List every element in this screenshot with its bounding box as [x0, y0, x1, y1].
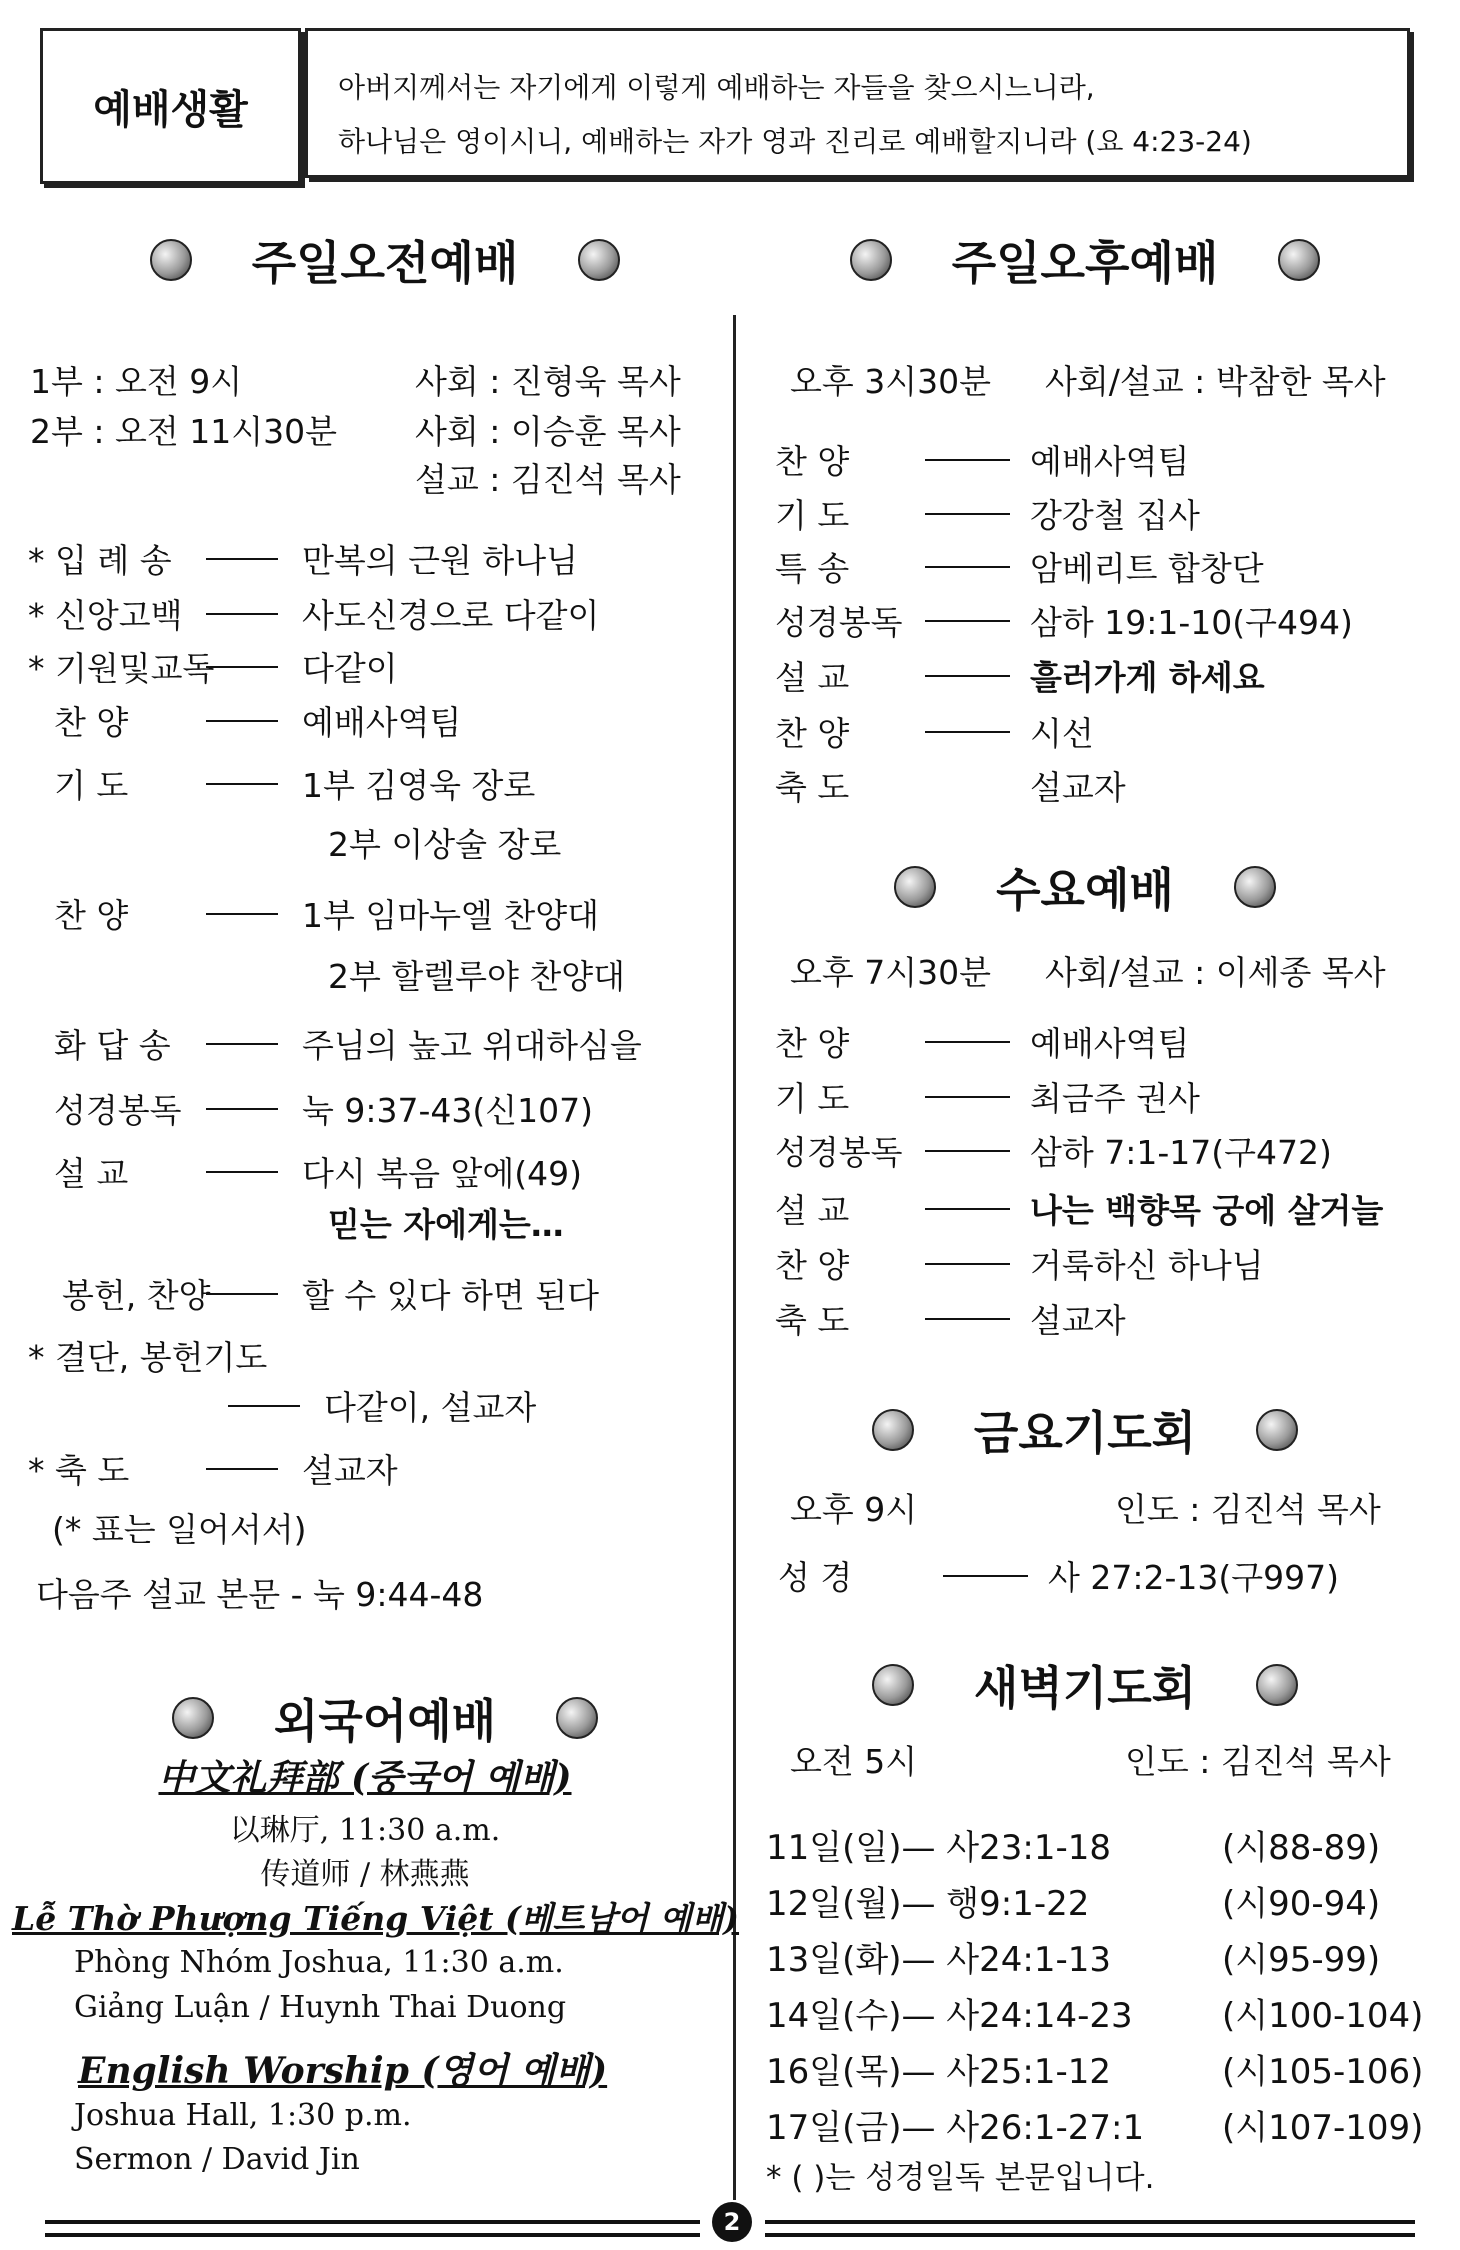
bullet-ball-icon: [1256, 1409, 1298, 1451]
schedule-row: 17일(금)— 사26:1-27:1: [766, 2108, 1145, 2148]
friday-title: 금요기도회: [973, 1406, 1197, 1460]
decision-label: * 결단, 봉헌기도: [28, 1338, 268, 1377]
section-label: 예배생활: [40, 28, 301, 184]
order-item: 찬 양 시선: [775, 714, 1094, 753]
footer-rule-right: [765, 2220, 1415, 2237]
sermon-title: 나는 백향목 궁에 살거늘: [1030, 1191, 1384, 1230]
order-item: 특 송 암베리트 합창단: [775, 549, 1264, 588]
friday-leader: 인도 : 김진석 목사: [1115, 1490, 1381, 1529]
chinese-title: 中文礼拜部 (중국어 예배): [158, 1757, 572, 1799]
bullet-ball-icon: [1256, 1664, 1298, 1706]
order-item: 성경봉독 삼하 19:1-10(구494): [775, 603, 1353, 642]
schedule-psalm: (시90-94): [1222, 1884, 1381, 1924]
order-item: 축 도 설교자: [775, 1301, 1126, 1340]
sunday-am-preacher: 설교 : 김진석 목사: [415, 460, 681, 499]
bullet-ball-icon: [150, 239, 192, 281]
foreign-heading: [40, 1683, 730, 1753]
schedule-psalm: (시105-106): [1222, 2052, 1424, 2092]
bullet-ball-icon: [850, 239, 892, 281]
wednesday-time: 오후 7시30분: [790, 953, 991, 992]
order-item: 화 답 송 주님의 높고 위대하심을: [54, 1026, 642, 1065]
chinese-line-2: 传道师 / 林燕燕: [260, 1857, 470, 1892]
order-item: * 기원및교독 다같이: [28, 649, 398, 688]
next-week-text: 다음주 설교 본문 - 눅 9:44-48: [36, 1575, 484, 1614]
order-item: 찬 양 예배사역팀: [775, 442, 1190, 481]
order-item: 기 도 강강철 집사: [775, 496, 1200, 535]
dawn-title: 새벽기도회: [973, 1661, 1197, 1715]
wednesday-host: 사회/설교 : 이세종 목사: [1045, 953, 1386, 992]
order-item: 기 도 1부 김영욱 장로: [54, 766, 536, 805]
service1-host: 사회 : 진형욱 목사: [415, 362, 681, 401]
standing-note: (* 표는 일어서서): [52, 1510, 307, 1549]
english-line-1: Joshua Hall, 1:30 p.m.: [74, 2098, 412, 2133]
dawn-time: 오전 5시: [790, 1742, 918, 1781]
order-item: 찬 양 거룩하신 하나님: [775, 1246, 1264, 1285]
footer-rule-left: [45, 2220, 700, 2237]
schedule-row: 14일(수)— 사24:14-23: [766, 1996, 1133, 2036]
order-item: 설 교 나는 백향목 궁에 살거늘: [775, 1185, 1383, 1232]
chinese-worship: [0, 1750, 730, 1893]
vietnamese-line-1: Phòng Nhóm Joshua, 11:30 a.m.: [74, 1945, 564, 1980]
schedule-psalm: (시95-99): [1222, 1940, 1381, 1980]
sunday-am-title: 주일오전예배: [251, 236, 519, 290]
quote-line-2: 하나님은 영이시니, 예배하는 자가 영과 진리로 예배할지니라 (요 4:23-24): [338, 125, 1252, 158]
chinese-line-1: 以琳厅, 11:30 a.m.: [229, 1813, 501, 1848]
page-number: 2: [712, 2202, 752, 2242]
scripture-quote: [305, 28, 1410, 178]
schedule-psalm: (시100-104): [1222, 1996, 1424, 2036]
order-item: 찬 양 예배사역팀: [775, 1024, 1190, 1063]
schedule-row: 13일(화)— 사24:1-13: [766, 1940, 1112, 1980]
order-item: 설 교 다시 복음 앞에(49): [54, 1154, 582, 1193]
quote-line-1: 아버지께서는 자기에게 이렇게 예배하는 자들을 찾으시느니라,: [338, 71, 1095, 104]
bullet-ball-icon: [872, 1409, 914, 1451]
sunday-pm-time: 오후 3시30분: [790, 362, 991, 401]
order-item: 성경봉독 눅 9:37-43(신107): [54, 1091, 593, 1130]
order-item-continued: 2부 이상술 장로: [328, 825, 562, 864]
order-item-continued: 2부 할렐루야 찬양대: [328, 957, 625, 996]
service2-host: 사회 : 이승훈 목사: [415, 412, 681, 451]
sunday-pm-title: 주일오후예배: [951, 236, 1219, 290]
friday-time: 오후 9시: [790, 1490, 918, 1529]
sunday-pm-heading: [740, 225, 1430, 295]
friday-scripture: 성 경 사 27:2-13(구997): [778, 1558, 1339, 1597]
service1-time: 1부 : 오전 9시: [30, 362, 243, 401]
bullet-ball-icon: [1234, 866, 1276, 908]
order-item: * 입 례 송 만복의 근원 하나님: [28, 541, 579, 580]
schedule-row: 12일(월)— 행9:1-22: [766, 1884, 1090, 1924]
bullet-ball-icon: [1278, 239, 1320, 281]
schedule-psalm: (시88-89): [1222, 1828, 1381, 1868]
english-line-2: Sermon / David Jin: [74, 2142, 360, 2177]
dawn-note: * ( )는 성경일독 본문입니다.: [766, 2160, 1155, 2196]
bullet-ball-icon: [172, 1697, 214, 1739]
dawn-heading: [740, 1650, 1430, 1720]
service2-time: 2부 : 오전 11시30분: [30, 412, 337, 451]
bullet-ball-icon: [578, 239, 620, 281]
order-item: 성경봉독 삼하 7:1-17(구472): [775, 1133, 1332, 1172]
english-title: English Worship (영어 예배): [78, 2050, 608, 2092]
bullet-ball-icon: [894, 866, 936, 908]
vietnamese-title: Lễ Thờ Phượng Tiếng Việt (베트남어 예배): [12, 1899, 740, 1938]
decision-item: 다같이, 설교자: [198, 1382, 536, 1429]
order-item: 기 도 최금주 권사: [775, 1079, 1200, 1118]
order-item: * 축 도 설교자: [28, 1451, 398, 1490]
vietnamese-line-2: Giảng Luận / Huynh Thai Duong: [74, 1990, 567, 2025]
sermon-title: 흘러가게 하세요: [1030, 658, 1265, 697]
friday-heading: [740, 1395, 1430, 1465]
order-item: 찬 양 1부 임마누엘 찬양대: [54, 896, 599, 935]
foreign-title: 외국어예배: [273, 1694, 497, 1748]
order-item: 설 교 흘러가게 하세요: [775, 652, 1265, 699]
wednesday-heading: [740, 852, 1430, 922]
bullet-ball-icon: [872, 1664, 914, 1706]
bullet-ball-icon: [556, 1697, 598, 1739]
schedule-row: 16일(목)— 사25:1-12: [766, 2052, 1112, 2092]
schedule-row: 11일(일)— 사23:1-18: [766, 1828, 1112, 1868]
sunday-am-heading: [40, 225, 730, 295]
dawn-leader: 인도 : 김진석 목사: [1125, 1742, 1391, 1781]
order-item: 찬 양 예배사역팀: [54, 703, 462, 742]
order-item: 봉헌, 찬양 할 수 있다 하면 된다: [62, 1276, 599, 1315]
sunday-pm-host: 사회/설교 : 박참한 목사: [1045, 362, 1386, 401]
schedule-psalm: (시107-109): [1222, 2108, 1424, 2148]
sermon-title-continued: 믿는 자에게는…: [328, 1205, 564, 1244]
order-item: * 신앙고백 사도신경으로 다같이: [28, 596, 600, 635]
order-item: 축 도 설교자: [775, 768, 1126, 807]
wednesday-title: 수요예배: [996, 863, 1174, 917]
